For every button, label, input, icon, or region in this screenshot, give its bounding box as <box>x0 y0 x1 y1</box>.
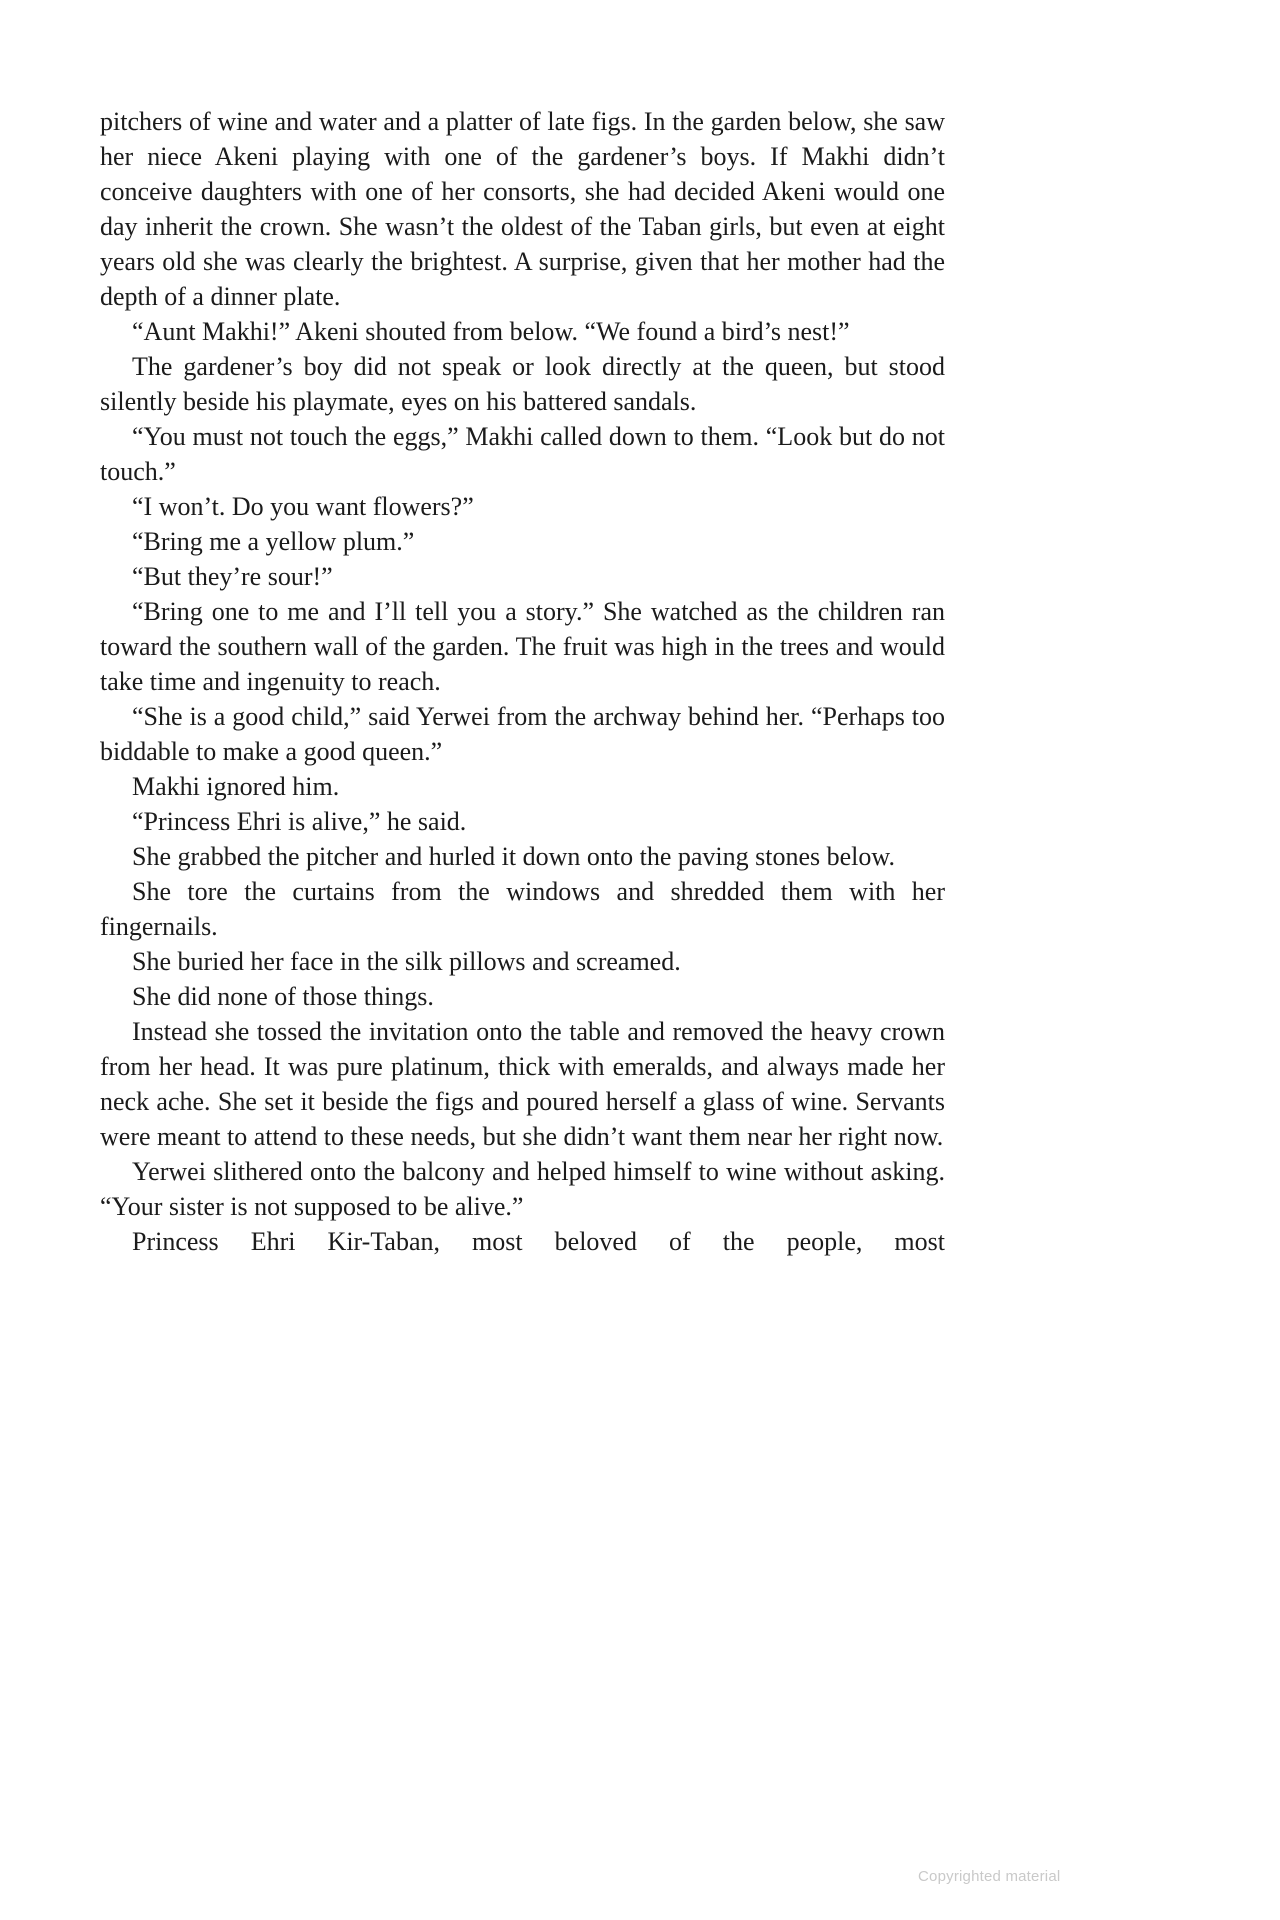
paragraph: “She is a good child,” said Yerwei from the archway behind her. “Perhaps too biddable to make a good queen.” <box>100 702 945 766</box>
paragraph: “Bring one to me and I’ll tell you a story.” She watched as the children ran toward the southern wall of the garden. The fruit was high in the trees and would take time and ingenuity to reach. <box>100 597 945 696</box>
paragraph: pitchers of wine and water and a platter of late figs. In the garden below, she saw her niece Akeni playing with one of the gardener’s boys. If Makhi didn’t conceive daughters with one of her consorts, she had decided Akeni would one day inherit the crown. She wasn’t the oldest of the Taban girls, but even at eight years old she was clearly the brightest. A surprise, given that her mother had the depth of a dinner plate. <box>100 107 945 311</box>
paragraph: She buried her face in the silk pillows and screamed. <box>132 947 681 976</box>
paragraph: The gardener’s boy did not speak or look directly at the queen, but stood silently beside his playmate, eyes on his battered sandals. <box>100 352 945 416</box>
paragraph: “You must not touch the eggs,” Makhi called down to them. “Look but do not touch.” <box>100 422 945 486</box>
paragraph: “I won’t. Do you want flowers?” <box>132 492 474 521</box>
page-text-block <box>100 104 945 1259</box>
paragraph: “Princess Ehri is alive,” he said. <box>132 807 467 836</box>
paragraph: She tore the curtains from the windows and shredded them with her fingernails. <box>100 877 945 941</box>
paragraph: “But they’re sour!” <box>132 562 333 591</box>
paragraph: She grabbed the pitcher and hurled it down onto the paving stones below. <box>132 842 895 871</box>
paragraph: “Aunt Makhi!” Akeni shouted from below. “We found a bird’s nest!” <box>132 317 850 346</box>
paragraph: Princess Ehri Kir-Taban, most beloved of the people, most <box>132 1227 945 1256</box>
paragraph: “Bring me a yellow plum.” <box>132 527 415 556</box>
paragraph: Instead she tossed the invitation onto the table and removed the heavy crown from her head. It was pure platinum, thick with emeralds, and always made her neck ache. She set it beside the figs and poured herself a glass of wine. Servants were meant to attend to these needs, but she didn’t want them near her right now. <box>100 1017 945 1151</box>
paragraph: Makhi ignored him. <box>132 772 340 801</box>
paragraph: She did none of those things. <box>132 982 434 1011</box>
copyright-notice: Copyrighted material <box>918 1868 1061 1885</box>
paragraph: Yerwei slithered onto the balcony and helped himself to wine without asking. “Your sister is not supposed to be alive.” <box>100 1157 945 1221</box>
